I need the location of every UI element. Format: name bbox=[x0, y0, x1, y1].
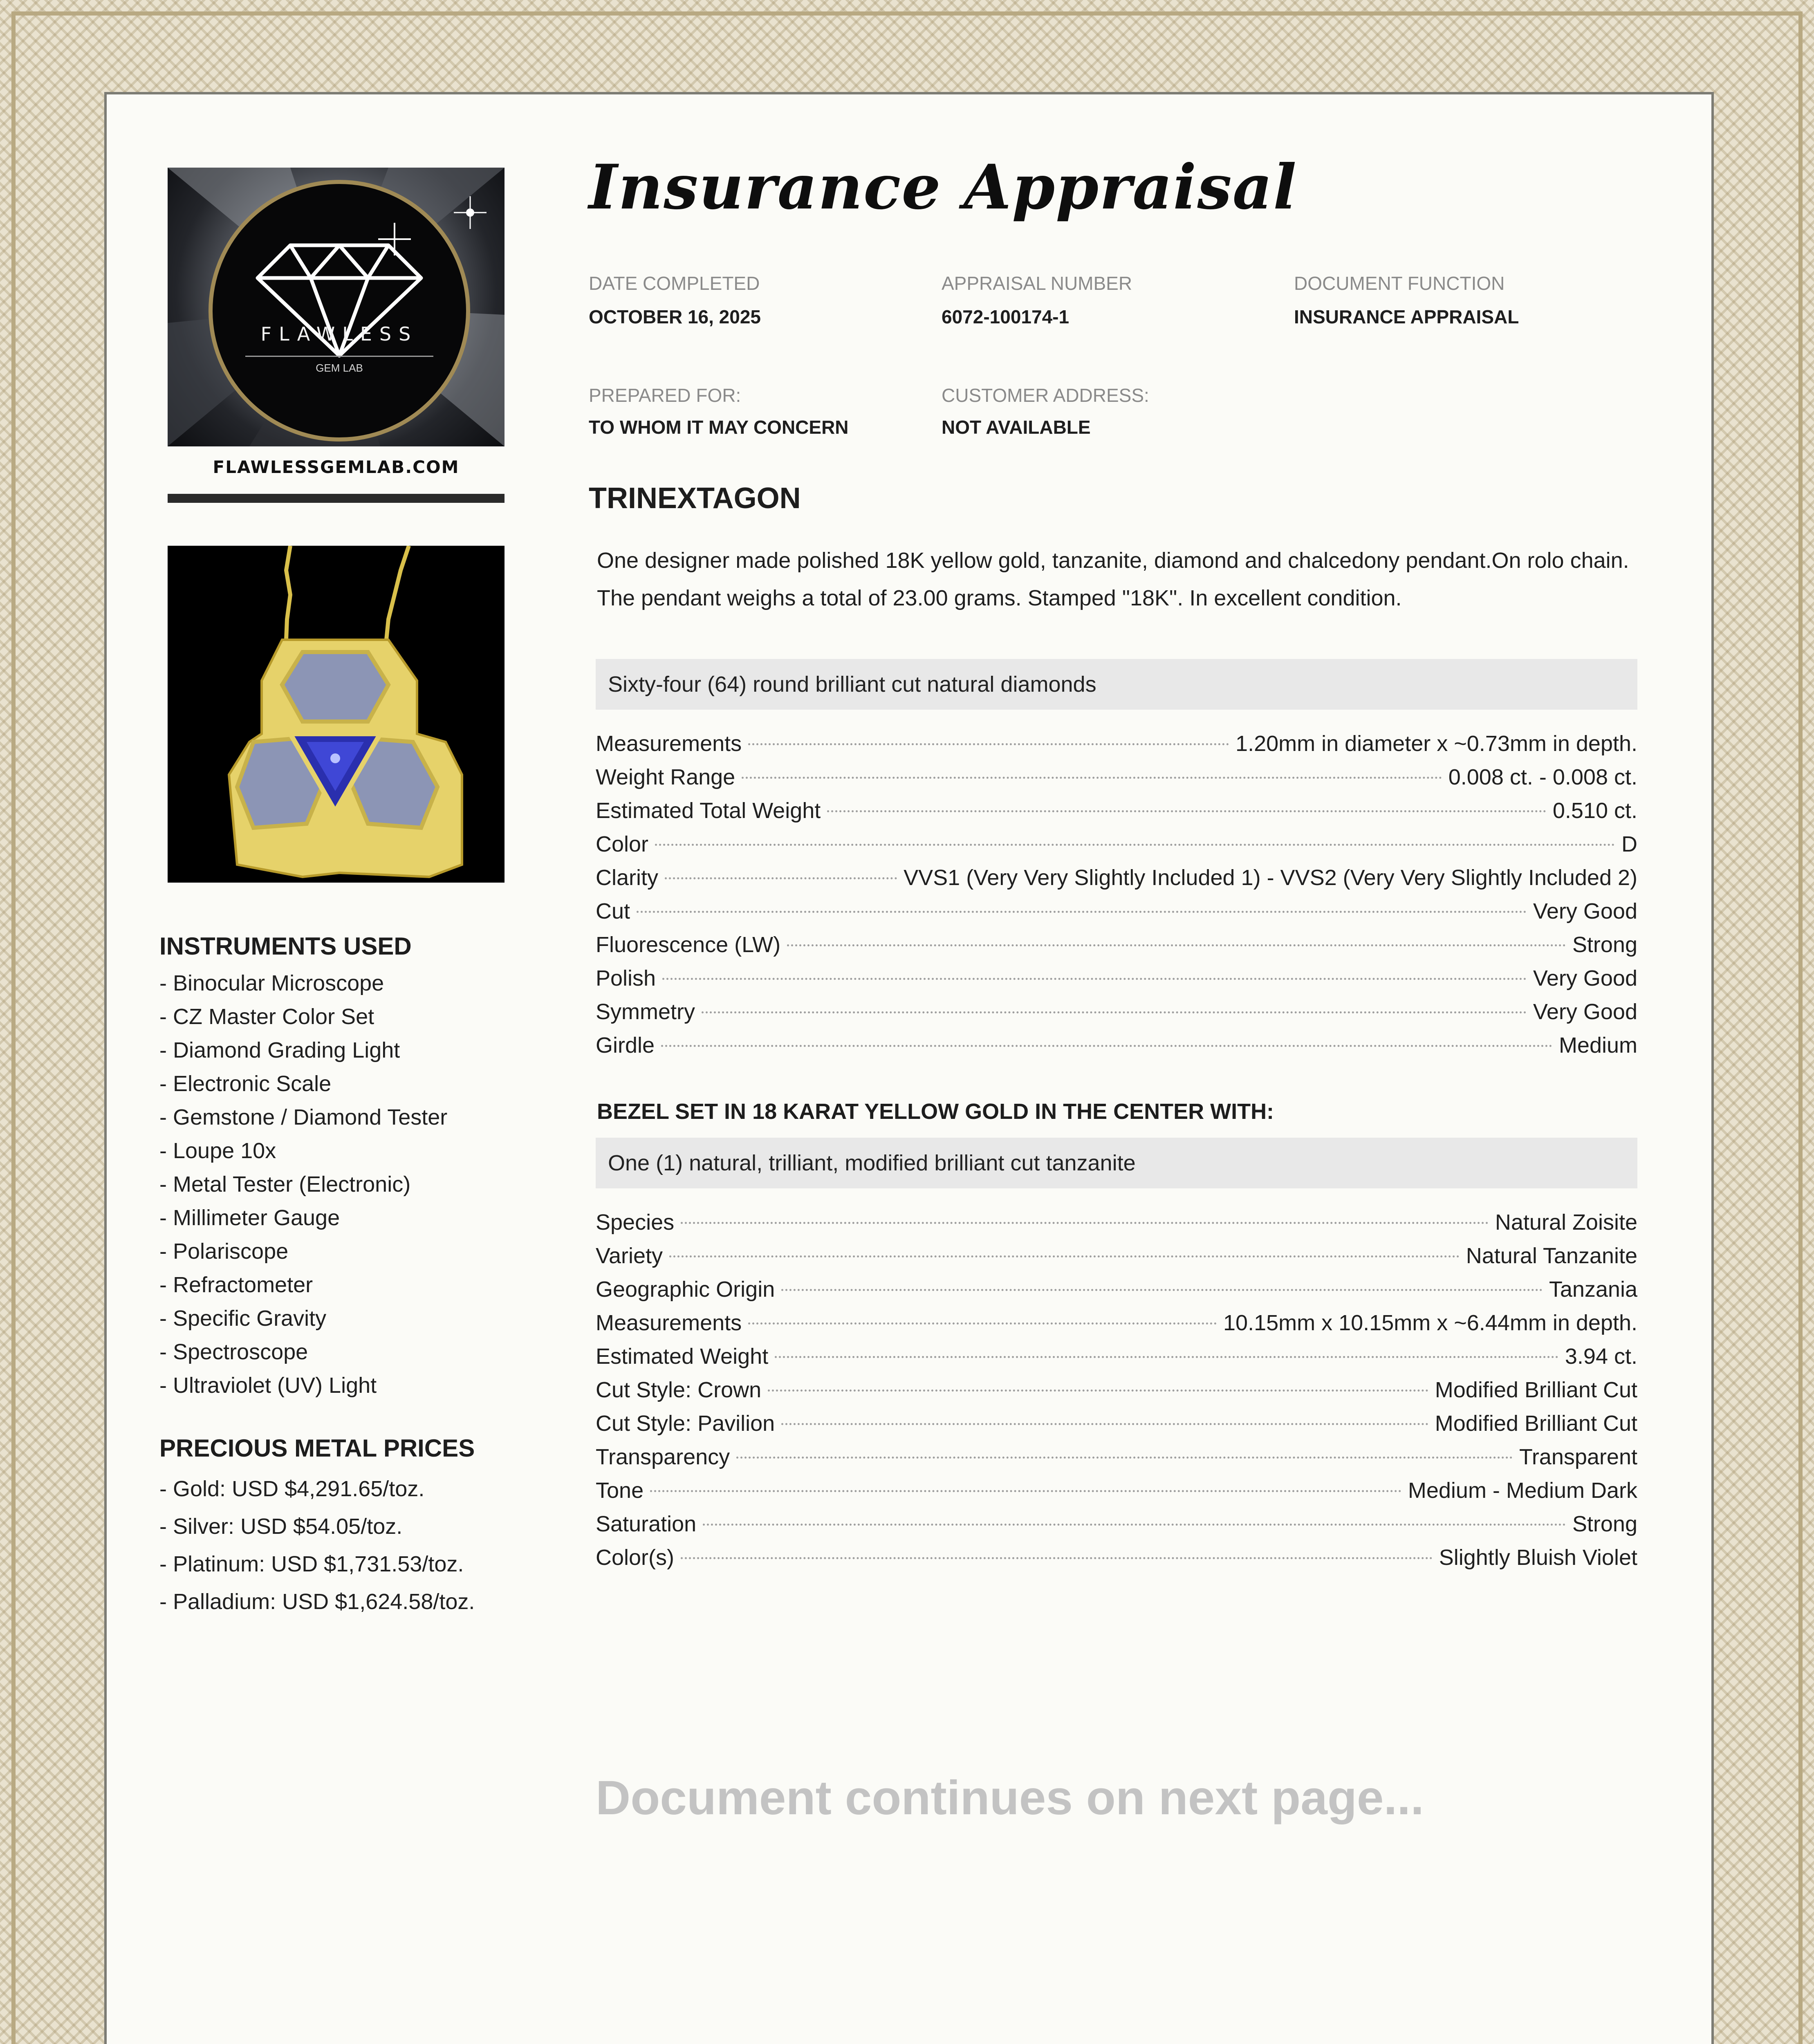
spec-value: Strong bbox=[1572, 1512, 1637, 1536]
spec-key: Color bbox=[596, 832, 649, 856]
dot-leader bbox=[768, 1390, 1428, 1392]
date-completed-label: DATE COMPLETED bbox=[589, 273, 760, 294]
spec-value: Medium bbox=[1558, 1033, 1637, 1058]
list-item: - Palladium: USD $1,624.58/toz. bbox=[159, 1589, 475, 1614]
spec-value: 3.94 ct. bbox=[1565, 1344, 1637, 1369]
dot-leader bbox=[781, 1289, 1543, 1291]
list-item: - CZ Master Color Set bbox=[159, 1004, 374, 1029]
item-description: One designer made polished 18K yellow gold, tanzanite, diamond and chalcedony pendant.On rolo chain. The pendant weighs a total of 23.00 grams. Stamped "18K". In excellent condition. bbox=[597, 548, 1629, 610]
spec-value: Modified Brilliant Cut bbox=[1435, 1411, 1637, 1436]
spec-key: Measurements bbox=[596, 731, 742, 756]
logo-subtitle: GEM LAB bbox=[316, 362, 363, 374]
spec-key: Color(s) bbox=[596, 1545, 675, 1570]
list-item: - Ultraviolet (UV) Light bbox=[159, 1373, 377, 1398]
spec-row bbox=[596, 995, 1637, 1029]
document-function-value: INSURANCE APPRAISAL bbox=[1294, 306, 1519, 327]
spec-key: Geographic Origin bbox=[596, 1277, 775, 1302]
spec-key: Fluorescence (LW) bbox=[596, 932, 781, 957]
dot-leader bbox=[637, 911, 1527, 913]
spec-key: Estimated Total Weight bbox=[596, 798, 821, 823]
spec-value: 0.510 ct. bbox=[1552, 798, 1637, 823]
spec-value: 1.20mm in diameter x ~0.73mm in depth. bbox=[1235, 731, 1637, 756]
dot-leader bbox=[669, 1255, 1460, 1257]
dot-leader bbox=[662, 978, 1527, 980]
metal-prices-heading: PRECIOUS METAL PRICES bbox=[159, 1434, 475, 1462]
spec-key: Polish bbox=[596, 966, 656, 991]
dot-leader bbox=[703, 1524, 1566, 1526]
list-item: - Gemstone / Diamond Tester bbox=[159, 1105, 448, 1130]
spec-key: Saturation bbox=[596, 1512, 697, 1536]
instruments-list bbox=[159, 966, 447, 1402]
bezel-heading: BEZEL SET IN 18 KARAT YELLOW GOLD IN THE CENTER WITH: bbox=[597, 1099, 1274, 1124]
spec-row bbox=[596, 861, 1637, 894]
list-item: - Refractometer bbox=[159, 1273, 313, 1297]
spec-value: Very Good bbox=[1533, 899, 1637, 923]
list-item: - Gold: USD $4,291.65/toz. bbox=[159, 1477, 425, 1501]
metal-prices-list bbox=[159, 1470, 475, 1620]
spec-value: Natural Zoisite bbox=[1495, 1210, 1637, 1235]
spec-key: Cut Style: Pavilion bbox=[596, 1411, 775, 1436]
spec-row bbox=[596, 827, 1637, 861]
spec-key: Clarity bbox=[596, 865, 659, 890]
spec-row bbox=[596, 1507, 1637, 1541]
item-name: TRINEXTAGON bbox=[589, 482, 801, 515]
spec-key: Transparency bbox=[596, 1445, 730, 1469]
appraisal-number-value: 6072-100174-1 bbox=[942, 306, 1070, 327]
spec-key: Symmetry bbox=[596, 1000, 695, 1024]
dot-leader bbox=[781, 1423, 1428, 1425]
list-item: - Platinum: USD $1,731.53/toz. bbox=[159, 1552, 464, 1576]
spec-key: Species bbox=[596, 1210, 675, 1235]
spec-value: VVS1 (Very Very Slightly Included 1) - VVS2 (Very Very Slightly Included 2) bbox=[904, 865, 1637, 890]
customer-address-label: CUSTOMER ADDRESS: bbox=[942, 385, 1149, 406]
dot-leader bbox=[661, 1045, 1552, 1047]
spec-row bbox=[596, 1029, 1637, 1062]
spec-value: Transparent bbox=[1519, 1445, 1637, 1469]
dot-leader bbox=[681, 1557, 1433, 1559]
spec-value: Natural Tanzanite bbox=[1466, 1244, 1637, 1268]
list-item: - Polariscope bbox=[159, 1239, 289, 1264]
diamond-icon bbox=[213, 184, 466, 437]
dot-leader bbox=[681, 1222, 1489, 1224]
spec-key: Cut bbox=[596, 899, 630, 923]
spec-value: Medium - Medium Dark bbox=[1408, 1478, 1637, 1503]
dot-leader bbox=[742, 777, 1442, 779]
spec-value: Tanzania bbox=[1549, 1277, 1637, 1302]
prepared-for-label: PREPARED FOR: bbox=[589, 385, 741, 406]
document-function-label: DOCUMENT FUNCTION bbox=[1294, 273, 1505, 294]
logo-badge bbox=[209, 180, 470, 442]
spec-row bbox=[596, 1306, 1637, 1340]
spec-value: Very Good bbox=[1533, 966, 1637, 991]
spec-value: Modified Brilliant Cut bbox=[1435, 1378, 1637, 1402]
spec-key: Measurements bbox=[596, 1311, 742, 1335]
spec-row bbox=[596, 1239, 1637, 1273]
instruments-heading: INSTRUMENTS USED bbox=[159, 932, 412, 960]
spec-row bbox=[596, 1440, 1637, 1474]
list-item: - Spectroscope bbox=[159, 1340, 308, 1364]
dot-leader bbox=[775, 1356, 1558, 1358]
appraisal-number-label: APPRAISAL NUMBER bbox=[942, 273, 1132, 294]
pendant-photo bbox=[168, 546, 505, 883]
spec-row bbox=[596, 1206, 1637, 1239]
list-item: - Loupe 10x bbox=[159, 1139, 276, 1163]
logo-stripe bbox=[168, 494, 505, 503]
dot-leader bbox=[736, 1457, 1513, 1459]
dot-leader bbox=[827, 810, 1546, 812]
dot-leader bbox=[787, 944, 1566, 946]
spec-value: Very Good bbox=[1533, 1000, 1637, 1024]
dot-leader bbox=[748, 1322, 1217, 1325]
spec-key: Tone bbox=[596, 1478, 644, 1503]
spec-row bbox=[596, 794, 1637, 827]
dot-leader bbox=[665, 877, 897, 879]
spec-key: Estimated Weight bbox=[596, 1344, 769, 1369]
list-item: - Millimeter Gauge bbox=[159, 1206, 340, 1230]
website-url: FLAWLESSGEMLAB.COM bbox=[213, 457, 460, 477]
dot-leader bbox=[748, 743, 1229, 745]
customer-address-value: NOT AVAILABLE bbox=[942, 417, 1091, 438]
spec-row bbox=[596, 760, 1637, 794]
list-item: - Specific Gravity bbox=[159, 1306, 327, 1331]
spec-key: Cut Style: Crown bbox=[596, 1378, 762, 1402]
spec-row bbox=[596, 1273, 1637, 1306]
date-completed-value: OCTOBER 16, 2025 bbox=[589, 306, 761, 327]
spec-key: Weight Range bbox=[596, 765, 735, 789]
spec-value: D bbox=[1621, 832, 1637, 856]
dot-leader bbox=[650, 1490, 1401, 1492]
list-item: - Binocular Microscope bbox=[159, 971, 384, 995]
spec-row bbox=[596, 894, 1637, 928]
spec-row bbox=[596, 1340, 1637, 1373]
diamonds-spec-table bbox=[596, 727, 1637, 1062]
diamonds-summary-band: Sixty-four (64) round brilliant cut natural diamonds bbox=[596, 659, 1637, 710]
continues-notice: Document continues on next page... bbox=[596, 1771, 1424, 1825]
list-item: - Diamond Grading Light bbox=[159, 1038, 400, 1062]
spec-row bbox=[596, 1541, 1637, 1574]
logo-wordmark: FLAWLESS bbox=[260, 323, 418, 345]
spec-value: 0.008 ct. - 0.008 ct. bbox=[1448, 765, 1637, 789]
tanzanite-spec-table bbox=[596, 1206, 1637, 1574]
spec-row bbox=[596, 961, 1637, 995]
list-item: - Metal Tester (Electronic) bbox=[159, 1172, 411, 1197]
spec-value: 10.15mm x 10.15mm x ~6.44mm in depth. bbox=[1223, 1311, 1637, 1335]
spec-row bbox=[596, 928, 1637, 961]
logo-divider bbox=[245, 356, 433, 357]
dot-leader bbox=[655, 844, 1615, 846]
spec-key: Variety bbox=[596, 1244, 663, 1268]
spec-row bbox=[596, 1474, 1637, 1507]
page-title: Insurance Appraisal bbox=[589, 151, 1297, 223]
spec-row bbox=[596, 1407, 1637, 1440]
spec-row bbox=[596, 727, 1637, 760]
pendant-image bbox=[168, 546, 505, 883]
prepared-for-value: TO WHOM IT MAY CONCERN bbox=[589, 417, 849, 438]
spec-value: Slightly Bluish Violet bbox=[1439, 1545, 1637, 1570]
spec-value: Strong bbox=[1572, 932, 1637, 957]
tanzanite-summary-band: One (1) natural, trilliant, modified brilliant cut tanzanite bbox=[596, 1138, 1637, 1188]
list-item: - Electronic Scale bbox=[159, 1071, 332, 1096]
spec-key: Girdle bbox=[596, 1033, 655, 1058]
dot-leader bbox=[702, 1011, 1527, 1013]
list-item: - Silver: USD $54.05/toz. bbox=[159, 1514, 403, 1539]
spec-row bbox=[596, 1373, 1637, 1407]
